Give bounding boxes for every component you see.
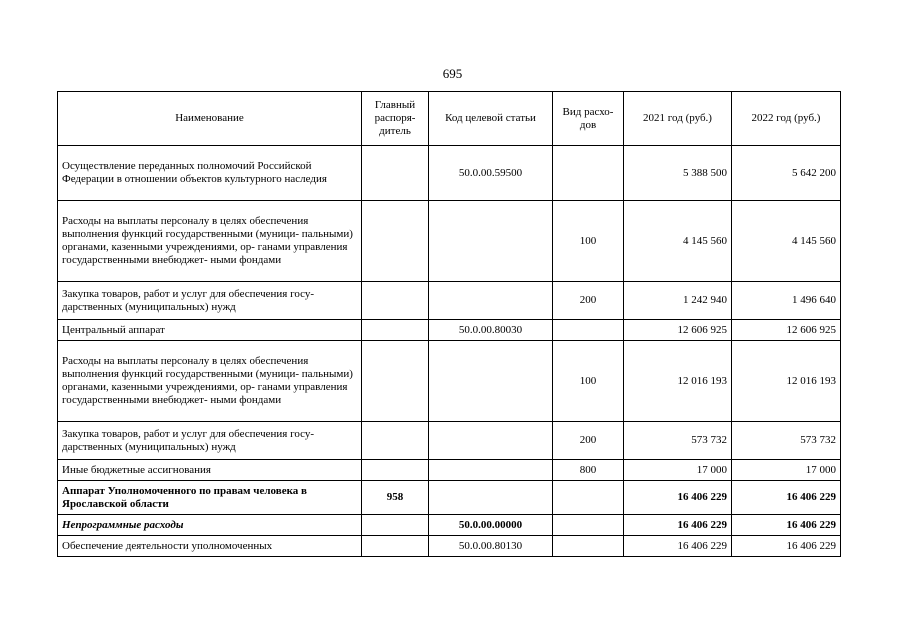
page-number: 695: [442, 66, 463, 81]
row-amount-2022: 4 145 560: [732, 201, 841, 282]
header-target-code: Код целевой статьи: [429, 92, 553, 146]
row-expense-type: 200: [553, 422, 624, 460]
row-main-admin: [362, 460, 429, 481]
header-year-2022: 2022 год (руб.): [732, 92, 841, 146]
row-amount-2022: 573 732: [732, 422, 841, 460]
header-main-admin: Главный распоря- дитель: [362, 92, 429, 146]
header-name: Наименование: [58, 92, 362, 146]
row-amount-2021: 1 242 940: [624, 282, 732, 320]
row-main-admin: [362, 536, 429, 557]
row-target-code: [429, 341, 553, 422]
row-expense-type: 800: [553, 460, 624, 481]
row-main-admin: [362, 515, 429, 536]
table-row: [58, 201, 841, 282]
row-expense-type: 100: [553, 341, 624, 422]
row-name: Расходы на выплаты персоналу в целях обеспечения выполнения функций государственными (муници- пальными) органами, казенными учреждениями, ор- ганами управления государственными внебюджет- ными фондами: [58, 201, 362, 282]
row-amount-2021: 16 406 229: [624, 481, 732, 515]
row-amount-2021: 16 406 229: [624, 515, 732, 536]
row-amount-2021: 573 732: [624, 422, 732, 460]
row-name: Центральный аппарат: [58, 320, 362, 341]
row-amount-2021: 4 145 560: [624, 201, 732, 282]
row-name: Осуществление переданных полномочий Российской Федерации в отношении объектов культурного наследия: [58, 146, 362, 201]
row-target-code: [429, 201, 553, 282]
row-expense-type: [553, 146, 624, 201]
table-row: [58, 320, 841, 341]
row-name: Аппарат Уполномоченного по правам человека в Ярославской области: [58, 481, 362, 515]
row-target-code: 50.0.00.80130: [429, 536, 553, 557]
table-header-row: [58, 92, 841, 146]
row-target-code: 50.0.00.00000: [429, 515, 553, 536]
row-name: Непрограммные расходы: [58, 515, 362, 536]
table-row: [58, 146, 841, 201]
table-row: [58, 515, 841, 536]
row-amount-2022: 1 496 640: [732, 282, 841, 320]
budget-table: [57, 91, 841, 557]
row-target-code: [429, 422, 553, 460]
row-amount-2022: 5 642 200: [732, 146, 841, 201]
row-amount-2022: 12 606 925: [732, 320, 841, 341]
row-amount-2021: 17 000: [624, 460, 732, 481]
table-row: [58, 282, 841, 320]
row-expense-type: [553, 320, 624, 341]
table-row: [58, 422, 841, 460]
row-name: Закупка товаров, работ и услуг для обеспечения госу- дарственных (муниципальных) нужд: [58, 282, 362, 320]
row-amount-2022: 17 000: [732, 460, 841, 481]
row-main-admin: [362, 282, 429, 320]
row-amount-2021: 5 388 500: [624, 146, 732, 201]
row-main-admin: [362, 201, 429, 282]
row-expense-type: [553, 536, 624, 557]
row-target-code: [429, 481, 553, 515]
row-target-code: 50.0.00.80030: [429, 320, 553, 341]
row-main-admin: [362, 146, 429, 201]
row-main-admin: 958: [362, 481, 429, 515]
row-main-admin: [362, 422, 429, 460]
row-amount-2021: 12 016 193: [624, 341, 732, 422]
row-target-code: 50.0.00.59500: [429, 146, 553, 201]
row-name: Закупка товаров, работ и услуг для обеспечения госу- дарственных (муниципальных) нужд: [58, 422, 362, 460]
row-target-code: [429, 460, 553, 481]
table-row: [58, 481, 841, 515]
header-year-2021: 2021 год (руб.): [624, 92, 732, 146]
row-amount-2022: 12 016 193: [732, 341, 841, 422]
table-row: [58, 536, 841, 557]
row-name: Расходы на выплаты персоналу в целях обеспечения выполнения функций государственными (муници- пальными) органами, казенными учреждениями, ор- ганами управления государственными внебюджет- ными фондами: [58, 341, 362, 422]
row-main-admin: [362, 320, 429, 341]
row-expense-type: 100: [553, 201, 624, 282]
table-row: [58, 341, 841, 422]
row-name: Обеспечение деятельности уполномоченных: [58, 536, 362, 557]
row-amount-2022: 16 406 229: [732, 515, 841, 536]
row-expense-type: [553, 515, 624, 536]
row-amount-2022: 16 406 229: [732, 536, 841, 557]
row-name: Иные бюджетные ассигнования: [58, 460, 362, 481]
row-expense-type: 200: [553, 282, 624, 320]
row-main-admin: [362, 341, 429, 422]
row-amount-2021: 12 606 925: [624, 320, 732, 341]
row-expense-type: [553, 481, 624, 515]
table-row: [58, 460, 841, 481]
row-target-code: [429, 282, 553, 320]
header-expense-type: Вид расхо- дов: [553, 92, 624, 146]
row-amount-2022: 16 406 229: [732, 481, 841, 515]
row-amount-2021: 16 406 229: [624, 536, 732, 557]
